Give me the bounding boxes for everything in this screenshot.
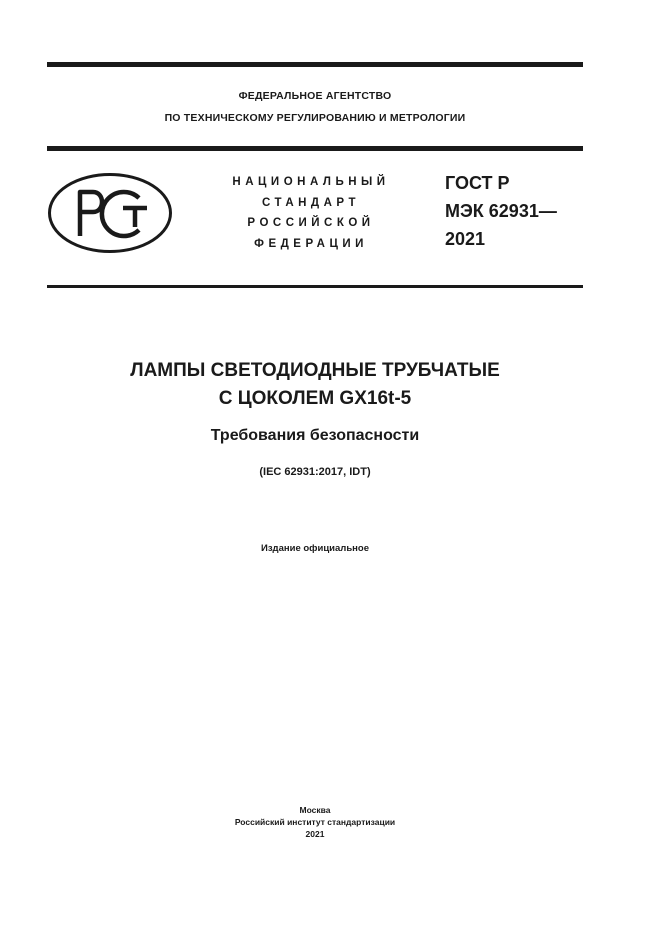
imprint-city: Москва bbox=[299, 805, 331, 815]
national-standard-line-4: ФЕДЕРАЦИИ bbox=[254, 237, 368, 250]
designation-line-2: МЭК 62931— bbox=[445, 201, 557, 221]
national-standard-line-1: НАЦИОНАЛЬНЫЙ bbox=[232, 176, 390, 188]
document-subtitle: Требования безопасности bbox=[210, 427, 420, 444]
title-line-2: С ЦОКОЛЕМ GX16t-5 bbox=[218, 388, 412, 409]
header-rule bbox=[47, 146, 583, 151]
top-rule bbox=[47, 62, 583, 67]
imprint-publisher: Российский институт стандартизации bbox=[234, 817, 396, 827]
designation-line-1: ГОСТ Р bbox=[445, 173, 510, 193]
title-line-1: ЛАМПЫ СВЕТОДИОДНЫЕ ТРУБЧАТЫЕ bbox=[130, 360, 500, 381]
designation-line-3: 2021 bbox=[445, 229, 486, 249]
national-standard-line-2: СТАНДАРТ bbox=[262, 196, 360, 209]
rst-certification-mark-icon bbox=[47, 172, 173, 254]
iec-reference: (IEC 62931:2017, IDT) bbox=[259, 466, 371, 478]
standard-designation bbox=[445, 169, 557, 253]
imprint bbox=[47, 804, 583, 840]
national-standard-line-3: РОССИЙСКОЙ bbox=[247, 217, 375, 229]
imprint-year: 2021 bbox=[305, 829, 325, 839]
document-title bbox=[47, 357, 583, 413]
agency-line-2: ПО ТЕХНИЧЕСКОМУ РЕГУЛИРОВАНИЮ И МЕТРОЛОГИИ bbox=[164, 112, 466, 124]
edition-note: Издание официальное bbox=[261, 543, 369, 554]
designation-rule bbox=[47, 285, 583, 288]
agency-line-1: ФЕДЕРАЛЬНОЕ АГЕНТСТВО bbox=[238, 90, 392, 102]
national-standard-label bbox=[200, 172, 422, 254]
